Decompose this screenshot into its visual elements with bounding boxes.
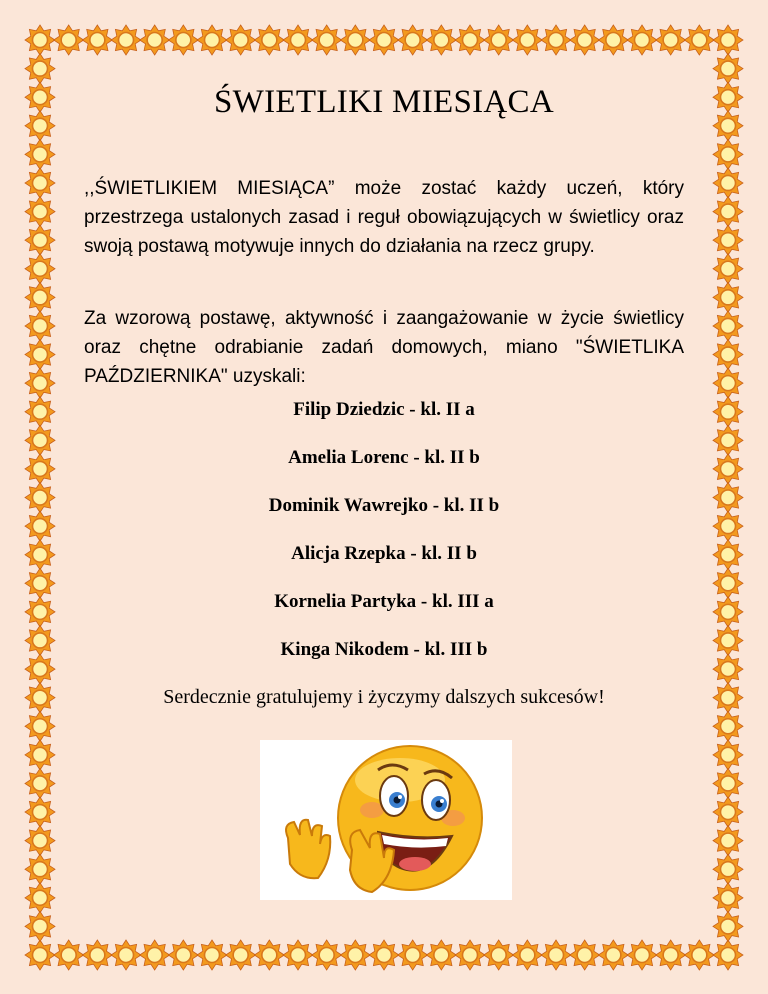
sun-icon: [25, 397, 55, 427]
sun-icon: [656, 25, 686, 55]
sun-icon: [541, 25, 571, 55]
sun-icon: [25, 540, 55, 570]
sun-icon: [713, 254, 743, 284]
sun-icon: [197, 25, 227, 55]
sun-icon: [25, 82, 55, 112]
sun-icon: [713, 225, 743, 255]
sun-icon: [684, 25, 714, 55]
sun-icon: [25, 940, 55, 970]
sun-icon: [713, 540, 743, 570]
closing-message: Serdecznie gratulujemy i życzymy dalszych sukcesów!: [163, 686, 605, 708]
sun-icon: [570, 940, 600, 970]
sun-icon: [54, 940, 84, 970]
sun-icon: [512, 25, 542, 55]
sun-icon: [111, 25, 141, 55]
sun-icon: [25, 511, 55, 541]
sun-icon: [25, 454, 55, 484]
sun-icon: [713, 854, 743, 884]
sun-icon: [713, 483, 743, 513]
sun-icon: [226, 25, 256, 55]
sun-icon: [426, 25, 456, 55]
winner-item: Kinga Nikodem - kl. III b: [280, 639, 488, 660]
sun-icon: [713, 911, 743, 941]
sun-icon: [25, 711, 55, 741]
sun-icon: [312, 940, 342, 970]
sun-icon: [25, 654, 55, 684]
sun-icon: [82, 25, 112, 55]
sun-icon: [25, 683, 55, 713]
winner-item: Amelia Lorenc - kl. II b: [288, 447, 480, 468]
sun-icon: [713, 340, 743, 370]
sun-icon: [713, 168, 743, 198]
sun-icon: [713, 197, 743, 227]
sun-icon: [25, 225, 55, 255]
sun-icon: [25, 597, 55, 627]
sun-icon: [713, 397, 743, 427]
sun-icon: [713, 654, 743, 684]
sun-icon: [713, 82, 743, 112]
page-title: ŚWIETLIKI MIESIĄCA: [214, 84, 554, 120]
sun-icon: [713, 139, 743, 169]
sun-icon: [140, 25, 170, 55]
sun-icon: [713, 940, 743, 970]
winner-item: Kornelia Partyka - kl. III a: [274, 591, 494, 612]
intro-paragraph: ,,ŚWIETLIKIEM MIESIĄCA” może zostać każdy uczeń, który przestrzega ustalonych zasad i reguł obowiązujących w świetlicy oraz swoją postawą motywuje innych do działania na rzecz grupy.: [84, 178, 684, 257]
sun-icon: [426, 940, 456, 970]
sun-icon: [25, 54, 55, 84]
sun-icon: [598, 940, 628, 970]
sun-icon: [25, 168, 55, 198]
sun-icon: [484, 25, 514, 55]
award-paragraph: Za wzorową postawę, aktywność i zaangażowanie w życie świetlicy oraz chętne odrabianie zadań domowych, miano "ŚWIETLIKA PAŹDZIERNIKA" uzyskali:: [84, 308, 684, 387]
sun-icon: [168, 25, 198, 55]
sun-icon: [713, 111, 743, 141]
sun-icon: [713, 740, 743, 770]
sun-icon: [25, 568, 55, 598]
sun-icon: [25, 483, 55, 513]
sun-icon: [713, 625, 743, 655]
sun-icon: [111, 940, 141, 970]
sun-icon: [25, 197, 55, 227]
sun-icon: [25, 854, 55, 884]
sun-icon: [54, 25, 84, 55]
sun-icon: [713, 826, 743, 856]
sun-icon: [598, 25, 628, 55]
sun-icon: [226, 940, 256, 970]
sun-icon: [197, 940, 227, 970]
sun-icon: [340, 940, 370, 970]
sun-icon: [283, 940, 313, 970]
sun-icon: [627, 25, 657, 55]
sun-icon: [684, 940, 714, 970]
sun-icon: [541, 940, 571, 970]
sun-icon: [627, 940, 657, 970]
sun-icon: [25, 797, 55, 827]
winner-item: Alicja Rzepka - kl. II b: [291, 543, 477, 564]
sun-icon: [25, 625, 55, 655]
sun-icon: [398, 25, 428, 55]
sun-icon: [713, 511, 743, 541]
sun-icon: [25, 311, 55, 341]
clapping-smiley-icon: [260, 740, 512, 900]
sun-icon: [25, 282, 55, 312]
sun-icon: [25, 425, 55, 455]
sun-icon: [254, 25, 284, 55]
sun-icon: [713, 54, 743, 84]
sun-icon: [369, 940, 399, 970]
sun-icon: [168, 940, 198, 970]
sun-icon: [254, 940, 284, 970]
sun-icon: [656, 940, 686, 970]
sun-icon: [398, 940, 428, 970]
sun-icon: [455, 25, 485, 55]
sun-icon: [713, 883, 743, 913]
sun-icon: [713, 568, 743, 598]
sun-icon: [713, 797, 743, 827]
sun-icon: [713, 25, 743, 55]
sun-icon: [25, 111, 55, 141]
sun-icon: [713, 768, 743, 798]
sun-icon: [713, 683, 743, 713]
sun-icon: [455, 940, 485, 970]
sun-icon: [25, 25, 55, 55]
sun-icon: [25, 911, 55, 941]
winner-item: Filip Dziedzic - kl. II a: [293, 399, 475, 420]
sun-icon: [82, 940, 112, 970]
sun-icon: [25, 368, 55, 398]
sun-icon: [25, 139, 55, 169]
sun-icon: [512, 940, 542, 970]
sun-icon: [25, 883, 55, 913]
sun-icon: [713, 311, 743, 341]
sun-icon: [25, 254, 55, 284]
sun-icon: [25, 768, 55, 798]
sun-icon: [369, 25, 399, 55]
sun-icon: [713, 282, 743, 312]
winners-list: [84, 390, 684, 678]
winner-item: Dominik Wawrejko - kl. II b: [268, 495, 500, 516]
sun-icon: [713, 711, 743, 741]
sun-icon: [25, 340, 55, 370]
sun-icon: [340, 25, 370, 55]
sun-icon: [140, 940, 170, 970]
sun-icon: [283, 25, 313, 55]
sun-icon: [25, 740, 55, 770]
sun-icon: [713, 368, 743, 398]
sun-icon: [570, 25, 600, 55]
sun-icon: [713, 597, 743, 627]
sun-icon: [713, 454, 743, 484]
sun-icon: [312, 25, 342, 55]
sun-icon: [713, 425, 743, 455]
sun-icon: [484, 940, 514, 970]
sun-icon: [25, 826, 55, 856]
